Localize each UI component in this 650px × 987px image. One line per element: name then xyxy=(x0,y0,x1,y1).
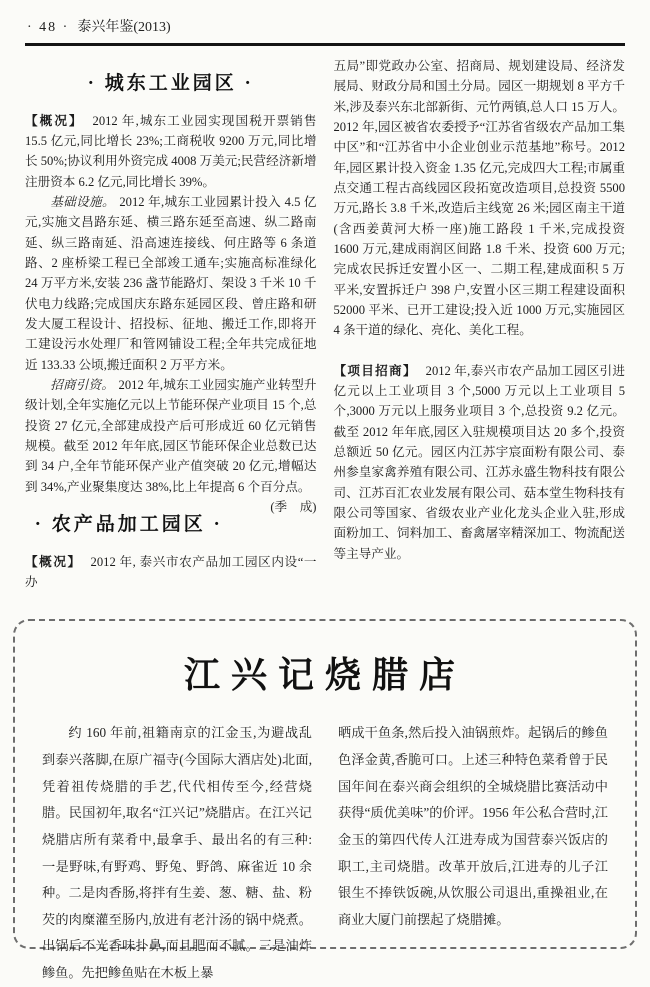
agri-overview-paragraph-left xyxy=(25,552,317,593)
chengdong-infrastructure-paragraph xyxy=(25,192,317,375)
overview-label: 【概况】 xyxy=(25,113,84,128)
ad-text-right: 晒成干鱼条,然后投入油锅煎炸。起锅后的鲹鱼色泽金黄,香脆可口。上述三种特色菜肴曾于民国年间在泰兴商会组织的全城烧腊比赛活动中获得“质优美味”的价评。1956 年公私合营时,江金玉的第四代传人江进寿成为国营泰兴饭店的职工,主司烧腊。改革开放后,江进寿的儿子江银生不捧铁饭碗,从饮服公司退出,重操祖业,在商业大厦门前摆起了烧腊摊。 xyxy=(338,725,608,927)
infrastructure-text: 2012 年,城东工业园累计投入 4.5 亿元,实施文昌路东延、横三路东延至高速、纵二路南延、纵三路南延、沿高速连接线、何庄路等 6 条道路、2 座桥梁工程已全部竣工通车;实施高标准绿化 24 万平方米,安装 236 盏节能路灯、架设 3 千米 10 千伏电力线路;完成国庆东路东延园区段、曾庄路和研发大厦工程设计、招投标、征地、搬迁工作,即将开工建设污水处理厂和管网铺设工程;全年共完成征地近 133.33 公顷,搬迁面积 2 万平方米。 xyxy=(25,194,317,372)
left-column xyxy=(25,56,317,592)
overview-text: 2012 年,城东工业园实现国税开票销售 15.5 亿元,同比增长 23%;工商税收 9200 万元,同比增长 50%;协议利用外资完成 4008 万美元;民营经济新增注册资本 6.2 亿元,同比增长 39%。 xyxy=(25,113,317,189)
ad-left-column xyxy=(42,720,312,987)
main-content xyxy=(25,56,625,592)
agri-overview-paragraph-right xyxy=(334,56,626,341)
chengdong-investment-paragraph xyxy=(25,375,317,514)
advertisement-box xyxy=(13,619,637,981)
investment-lead: 招商引资。 xyxy=(50,377,115,392)
section-title-chengdong: · 城东工业园区 · xyxy=(87,73,254,94)
agri-project-label: 【项目招商】 xyxy=(333,363,417,378)
page-number: · 48 · xyxy=(27,20,70,35)
page-header xyxy=(25,8,625,43)
right-column xyxy=(334,56,626,592)
ad-right-column xyxy=(338,720,608,987)
ad-title: 江兴记烧腊店 xyxy=(183,655,466,696)
agri-project-paragraph xyxy=(334,361,626,564)
agri-overview-label: 【概况】 xyxy=(25,554,82,569)
ad-text-left: 约 160 年前,祖籍南京的江金玉,为避战乱到泰兴落脚,在原广福寺(今国际大酒店处)北面,凭着祖传烧腊的手艺,代代相传至今,经营烧腊。民国初年,取名“江兴记”烧腊店。在江兴记烧腊店所有菜肴中,最拿手、最出名的有三种:一是野味,有野鸡、野兔、野鸽、麻雀近 10 余种。二是肉香肠,将拌有生姜、葱、糖、盐、粉芡的肉糜灌至肠内,放进有老汁汤的锅中烧煮。出锅后不光香味扑鼻,而且肥而不腻。三是油炸鲹鱼。先把鲹鱼贴在木板上暴 xyxy=(42,725,312,981)
agri-project-text: 2012 年,泰兴市农产品加工园区引进亿元以上工业项目 3 个,5000 万元以上工业项目 5 个,3000 万元以上服务业项目 3 个,总投资 9.2 亿元。截至 2012 年年底,园区入驻规模项目达 20 多个,投资总额近 50 亿元。园区内江苏宇宸面粉有限公司、泰州参皇家禽养殖有限公司、江苏永盛生物科技有限公司、江苏百汇农业发展有限公司、菇本堂生物科技有限公司等国家、省级农业产业化龙头企业入驻,形成面粉加工、饲料加工、畜禽屠宰精深加工、物流配送等主导产业。 xyxy=(333,363,626,561)
author-byline: (季 成) xyxy=(270,499,317,514)
infrastructure-lead: 基础设施。 xyxy=(50,194,115,209)
agri-overview-text-left: 2012 年, 泰兴市农产品加工园区内设“一办 xyxy=(25,554,317,589)
header-rule xyxy=(25,43,625,46)
chengdong-overview-paragraph xyxy=(25,111,317,192)
agri-overview-text-right: 五局”即党政办公室、招商局、规划建设局、经济发展局、财政分局和国土分局。园区一期规划 8 平方千米,涉及泰兴东北部新街、元竹两镇,总人口 15 万人。2012 年,园区被省农委授予“江苏省省级农产品加工集中区”和“江苏省中小企业创业示范基地”称号。2012 年,园区累计投入资金 1.35 亿元,完成四大工程;市属重点交通工程古高线园区段拓宽改造项目,总投资 5500 万元,路长 3.8 千米,改造后主线宽 26 米;园区南主干道(含西姜黄河大桥一座)施工路段 1 千米,完成投资 1600 万元,建成雨润区间路 1.8 千米、投资 600 万元;完成农民拆迁安置小区一、二期工程,建成面积 5 万平米,安置拆迁户 398 户,安置小区三期工程建设面积 52000 平米、已开工建设;投入近 1000 万元,实施园区 4 条干道的绿化、亮化、美化工程。 xyxy=(333,59,625,338)
investment-text: 2012 年,城东工业园实施产业转型升级计划,全年实施亿元以上节能环保产业项目 15 个,总投资 27 亿元,全部建成投产后可形成近 60 亿元销售规模。截至 2012 年年底,园区节能环保企业总数已达到 34 户,全年节能环保产业产值突破 20 亿元,增幅达到 34%,产业聚集度达 38%,比上年提高 6 个百分点。 xyxy=(25,377,317,494)
header-title: 泰兴年鉴(2013) xyxy=(77,20,171,35)
section-title-agri: · 农产品加工园区 · xyxy=(34,513,223,535)
ad-columns xyxy=(42,720,608,987)
